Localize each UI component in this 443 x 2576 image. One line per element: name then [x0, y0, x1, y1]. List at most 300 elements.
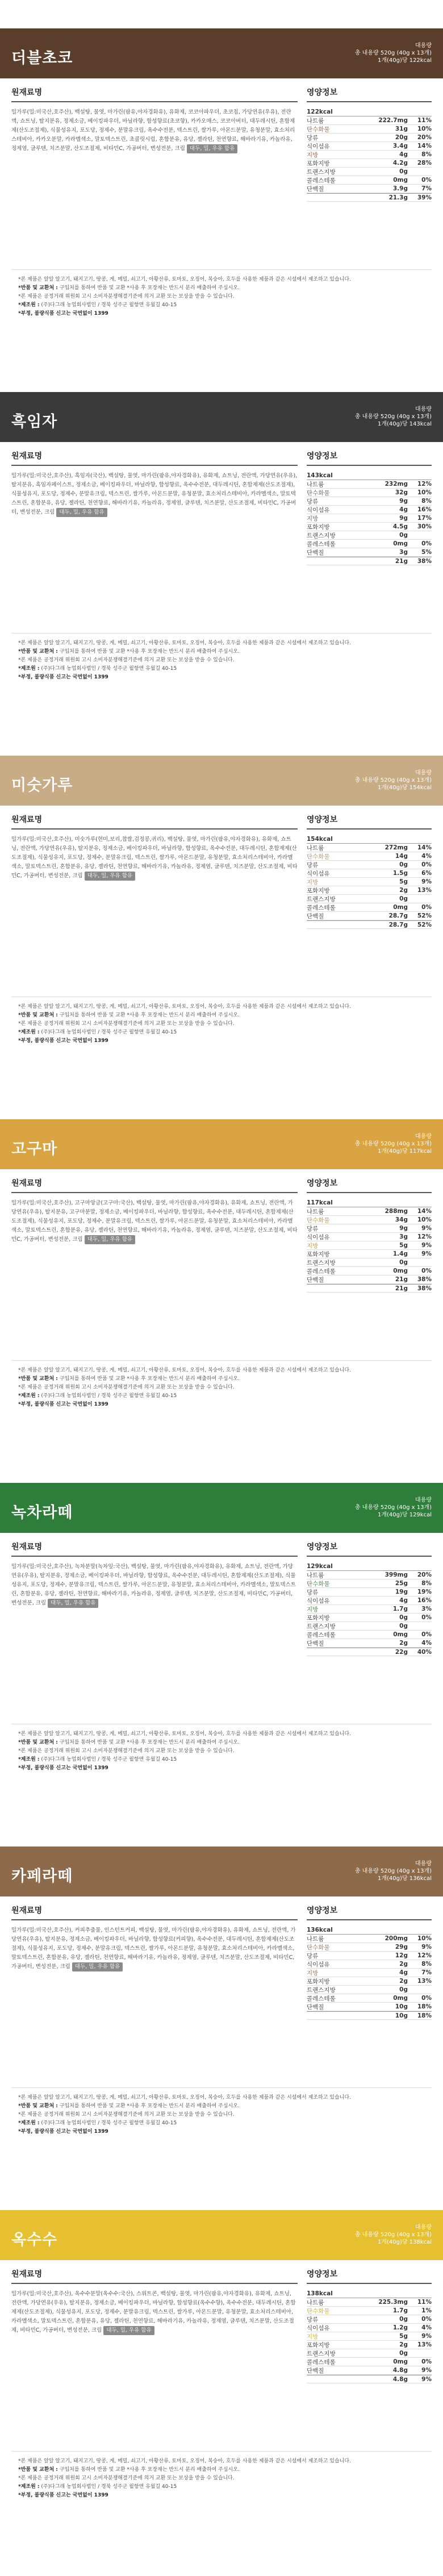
note-return-text: 구입처를 통하여 반품 및 교환 *사용 후 포장재는 반드시 분리 배출하여 주십시오.: [59, 1376, 240, 1382]
nutrient-amount: 28.7: [388, 912, 404, 919]
nutrition-kcal: 136kcal: [307, 1927, 333, 1933]
product-name: 옥수수: [11, 2231, 58, 2249]
nutrient-total-percent: 9%: [421, 2375, 432, 2383]
note-facility: *본 제품은 알알 알고기, 돼지고기, 땅콩, 게, 메밀, 쇠고기, 아황산류, 토마토, 오징어, 복숭아, 호두를 사용한 제품과 같은 시설에서 제조하고 있습니다.: [18, 1004, 351, 1010]
nutrient-amount: 29: [395, 1944, 404, 1950]
nutrient-amount: 10: [395, 2003, 404, 2010]
nutrient-unit: g: [403, 126, 408, 132]
nutrition-row: [307, 1250, 432, 1258]
nutrition-row: [307, 1622, 432, 1631]
nutrient-percent: 9%: [421, 2367, 432, 2374]
nutrition-row: [307, 540, 432, 548]
nutrition-kcal: 154kcal: [307, 836, 333, 843]
nutrition-row: [307, 1943, 432, 1952]
nutrient-unit: g: [403, 2367, 408, 2374]
nutrient-unit: g: [403, 532, 408, 539]
nutrient-value: [374, 532, 408, 539]
nutrient-unit: g: [403, 1597, 408, 1604]
nutrient-percent: 3%: [421, 1606, 432, 1612]
ingredients-column: [11, 2268, 307, 2443]
nutrition-row: [307, 878, 432, 886]
note-report: [18, 2128, 425, 2136]
product-meta: [355, 42, 432, 64]
nutrition-row: [307, 1571, 432, 1579]
nutrient-value: [374, 1961, 408, 1968]
nutrient-percent: 19%: [417, 1589, 432, 1595]
nutrient-unit: g: [403, 1606, 408, 1612]
product-notes: [11, 269, 432, 324]
nutrient-percent: 8%: [421, 1580, 432, 1587]
nutrient-value: [374, 895, 408, 902]
note-facility: *본 제품은 알알 알고기, 돼지고기, 땅콩, 게, 메밀, 쇠고기, 아황산류, 토마토, 오징어, 복숭아, 호두를 사용한 제품과 같은 시설에서 제조하고 있습니다.: [18, 640, 351, 646]
note-manufacturer: [18, 2119, 425, 2128]
nutrient-name: 탄수화물: [307, 1580, 330, 1587]
nutrient-value: [374, 1589, 408, 1595]
nutrient-name: 탄수화물: [307, 2307, 330, 2315]
ingredients-column: [11, 86, 307, 261]
nutrient-name: 나트륨: [307, 1935, 324, 1943]
nutrient-percent: 30%: [417, 523, 432, 530]
note-return-text: 구입처를 통하여 반품 및 교환 *사용 후 포장재는 반드시 분리 배출하여 주십시오.: [59, 1012, 240, 1018]
nutrition-row: [307, 2349, 432, 2358]
nutrition-row: [307, 1935, 432, 1943]
product-columns: [0, 450, 443, 625]
nutrient-value: [374, 489, 408, 496]
nutrient-amount: 0: [399, 1623, 404, 1629]
nutrient-value: [374, 2350, 408, 2357]
meta-total-content: 총 내용량 520g (40g x 13개): [354, 777, 432, 783]
product-columns: [0, 86, 443, 261]
nutrition-row: [307, 142, 432, 151]
nutrient-percent: 10%: [417, 489, 432, 496]
nutrient-unit: mg: [397, 1572, 408, 1578]
meta-total-content: 총 내용량 520g (40g x 13개): [354, 50, 432, 56]
ingredients-title: 원재료명: [11, 86, 298, 102]
nutrition-title: 영양정보: [307, 814, 432, 830]
nutrient-name: 콜레스테롤: [307, 2358, 336, 2366]
note-return-label: *반품 및 교환처 :: [18, 1012, 58, 1018]
nutrient-unit: g: [403, 2324, 408, 2331]
note-manufacturer: [18, 1756, 425, 1764]
nutrient-amount: 0: [399, 1259, 404, 1266]
note-report: [18, 673, 425, 682]
nutrition-row: [307, 1258, 432, 1267]
nutrition-row: [307, 2307, 432, 2315]
note-report: [18, 310, 425, 318]
nutrient-value: [374, 1225, 408, 1232]
nutrient-percent: 8%: [421, 498, 432, 505]
nutrient-unit: g: [403, 912, 408, 919]
nutrient-unit: g: [403, 1978, 408, 1985]
note-manufacturer: [18, 1028, 425, 1037]
nutrition-row: [307, 1631, 432, 1639]
nutrition-total-row: [307, 1648, 432, 1656]
nutrient-percent: 16%: [417, 506, 432, 513]
nutrient-name: 단백질: [307, 2003, 324, 2011]
product-notes: [11, 2451, 432, 2506]
nutrient-name: 식이섬유: [307, 506, 330, 514]
ingredients-list: 밀가루(밀:미국산,호주산), 흑임자(국산), 백설탕, 물엿, 마가린(팜유,야자경화유), 유화제, 쇼트닝, 전란액, 가당연유(우유), 탈지분유, 흑임자페이스트, 정제소금, 베이킹파우더, 바닐라향, 합성향료, 옥수수전분, 대두레시틴, 혼합제제(산도조절제), 식물성유지, 포도당, 정제수, 분말유크림, 덱스트린, 쌀가루, 아몬드분말, 유청분말, 효소처리스테비아, 카라멜색소, 말토덱스트린, 혼합분유, 유당, 젤라틴, 천연향료, 해바라기유, 카놀라유, 정제염, 글루텐, 치즈분말, 산도조절제, 비타민C, 가공버터, 변성전분, 크림: [11, 473, 298, 515]
nutrition-row: [307, 1969, 432, 1977]
nutrient-name: 콜레스테롤: [307, 540, 336, 548]
nutrient-percent: 10%: [417, 1216, 432, 1223]
nutrition-row: [307, 506, 432, 514]
nutrient-percent: 9%: [421, 1242, 432, 1249]
ingredients-text: [11, 1562, 298, 1716]
note-return: [18, 648, 425, 656]
meta-volume-label: 대용량: [415, 406, 432, 412]
note-report-text: *부정, 불량식품 신고는 국번없이 1399: [18, 1765, 108, 1771]
nutrient-total: 21g: [395, 1285, 408, 1292]
nutrition-title: 영양정보: [307, 86, 432, 102]
nutrient-name: 포화지방: [307, 1614, 330, 1622]
nutrient-name: 포화지방: [307, 1978, 330, 1985]
product-name: 미숫가루: [11, 777, 73, 794]
nutrient-amount: 0: [399, 168, 404, 175]
nutrition-row: [307, 1605, 432, 1614]
nutrient-unit: g: [403, 1640, 408, 1647]
nutrient-name: 나트륨: [307, 1572, 324, 1579]
nutrient-amount: 222.7: [378, 117, 398, 124]
nutrition-row: [307, 1207, 432, 1216]
nutrient-value: [374, 2299, 408, 2306]
nutrient-percent: 14%: [417, 844, 432, 851]
nutrition-title: 영양정보: [307, 450, 432, 466]
nutrient-percent: 20%: [417, 1572, 432, 1578]
allergy-badge: 대두, 밀, 우유 함유: [187, 144, 237, 153]
note-return: [18, 2102, 425, 2111]
nutrition-row: [307, 852, 432, 861]
nutrient-name: 단백질: [307, 1640, 324, 1647]
nutrient-unit: g: [403, 2350, 408, 2357]
nutrient-percent: 17%: [417, 515, 432, 522]
nutrient-name: 포화지방: [307, 160, 330, 167]
nutrient-amount: 232: [385, 481, 398, 487]
nutrient-name: 트랜스지방: [307, 168, 336, 176]
nutrient-value: [374, 523, 408, 530]
nutrient-name: 당류: [307, 498, 319, 505]
note-report-text: *부정, 불량식품 신고는 국번없이 1399: [18, 1038, 108, 1044]
note-compensation: *본 제품은 공정거래 위원회 고시 소비자분쟁해결기준에 의거 교환 또는 보상을 받을 수 있습니다.: [18, 2475, 235, 2481]
nutrition-column: [307, 2268, 432, 2443]
ingredients-title: 원재료명: [11, 450, 298, 466]
meta-kcal: 1개(40g)당 129kcal: [377, 1512, 432, 1518]
note-return: [18, 2466, 425, 2474]
nutrient-unit: g: [403, 134, 408, 141]
ingredients-list: 밀가루(밀:미국산,호주산), 옥수수분말(옥수수:국산), 스위트콘, 백설탕, 물엿, 마가린(팜유,야자경화유), 유화제, 쇼트닝, 전란액, 가당연유(우유), 탈지분유, 정제소금, 베이킹파우더, 바닐라향, 합성향료(옥수수향), 옥수수전분, 대두레시틴, 혼합제제(산도조절제), 식물성유지, 포도당, 정제수, 분말유크림, 덱스트린, 쌀가루, 아몬드분말, 유청분말, 효소처리스테비아, 카라멜색소, 말토덱스트린, 혼합분유, 유당, 젤라틴, 천연향료, 해바라기유, 카놀라유, 정제염, 글루텐, 치즈분말, 산도조절제, 비타민C, 가공버터, 변성전분, 크림: [11, 2291, 296, 2333]
nutrient-unit: g: [403, 1952, 408, 1959]
meta-total-content: 총 내용량 520g (40g x 13개): [354, 2232, 432, 2238]
nutrition-row: [307, 1267, 432, 1276]
product-section: [0, 756, 443, 1119]
nutrient-name: 지방: [307, 878, 319, 886]
nutrient-value: [374, 1580, 408, 1587]
nutrient-unit: g: [403, 1580, 408, 1587]
nutrition-row: [307, 1986, 432, 1994]
nutrient-value: [374, 1944, 408, 1950]
nutrient-unit: g: [403, 1589, 408, 1595]
nutrient-unit: g: [403, 160, 408, 166]
meta-volume-label: 대용량: [415, 43, 432, 49]
nutrient-amount: 4.2: [392, 160, 404, 166]
nutrient-name: 탄수화물: [307, 853, 330, 860]
nutrient-value: [374, 1935, 408, 1942]
note-facility: *본 제품은 알알 알고기, 돼지고기, 땅콩, 게, 메밀, 쇠고기, 아황산류, 토마토, 오징어, 복숭아, 호두를 사용한 제품과 같은 시설에서 제조하고 있습니다.: [18, 2095, 351, 2100]
nutrient-amount: 0: [393, 2358, 398, 2365]
note-facility: *본 제품은 알알 알고기, 돼지고기, 땅콩, 게, 메밀, 쇠고기, 아황산류, 토마토, 오징어, 복숭아, 호두를 사용한 제품과 같은 시설에서 제조하고 있습니다.: [18, 277, 351, 282]
nutrient-name: 탄수화물: [307, 1216, 330, 1224]
nutrient-name: 지방: [307, 1242, 319, 1249]
nutrient-value: [374, 143, 408, 149]
nutrient-total-percent: 40%: [417, 1648, 432, 1656]
top-space: [0, 0, 443, 28]
nutrition-column: [307, 450, 432, 625]
note-report-text: *부정, 불량식품 신고는 국번없이 1399: [18, 311, 108, 316]
nutrient-amount: 2: [399, 1978, 404, 1985]
nutrient-amount: 21: [395, 1276, 404, 1283]
nutrient-percent: 7%: [421, 1969, 432, 1976]
nutrition-title: 영양정보: [307, 1904, 432, 1920]
nutrient-percent: 13%: [417, 2341, 432, 2348]
meta-total-content: 총 내용량 520g (40g x 13개): [354, 1504, 432, 1511]
nutrient-percent: 4%: [421, 2324, 432, 2331]
ingredients-title: 원재료명: [11, 1541, 298, 1557]
nutrient-percent: 12%: [417, 1233, 432, 1240]
nutrient-unit: g: [403, 878, 408, 885]
nutrient-value: [374, 160, 408, 166]
ingredients-list: 밀가루(밀:미국산,호주산), 커피추출물, 인스턴트커피, 백설탕, 물엿, 마가린(팜유,야자경화유), 유화제, 쇼트닝, 전란액, 가당연유(우유), 탈지분유, 정제소금, 베이킹파우더, 바닐라향, 합성향료(커피향), 옥수수전분, 대두레시틴, 혼합제제(산도조절제), 식물성유지, 포도당, 정제수, 분말유크림, 덱스트린, 쌀가루, 아몬드분말, 유청분말, 효소처리스테비아, 카라멜색소, 말토덱스트린, 혼합분유, 유당, 젤라틴, 천연향료, 해바라기유, 카놀라유, 정제염, 글루텐, 치즈분말, 산도조절제, 비타민C, 가공버터, 변성전분, 크림: [11, 1927, 296, 1970]
nutrition-kcal-row: [307, 835, 432, 844]
product-section: [0, 1119, 443, 1483]
nutrient-unit: g: [403, 1614, 408, 1621]
product-columns: [0, 814, 443, 989]
nutrition-row: [307, 1588, 432, 1597]
note-manufacturer-text: (주)다그래 농업회사법인 / 경북 성주군 월항면 유월길 40-15: [41, 302, 177, 308]
nutrient-amount: 1.7: [392, 1606, 404, 1612]
nutrient-percent: 13%: [417, 1978, 432, 1985]
meta-volume-label: 대용량: [415, 1861, 432, 1867]
nutrient-value: [374, 861, 408, 868]
nutrient-name: 지방: [307, 2333, 319, 2340]
nutrient-unit: g: [403, 2333, 408, 2340]
nutrient-name: 당류: [307, 1589, 319, 1596]
nutrient-total: 22g: [395, 1648, 408, 1656]
nutrient-unit: g: [403, 1969, 408, 1976]
nutrition-kcal: 143kcal: [307, 472, 333, 479]
note-facility: *본 제품은 알알 알고기, 돼지고기, 땅콩, 게, 메밀, 쇠고기, 아황산류, 토마토, 오징어, 복숭아, 호두를 사용한 제품과 같은 시설에서 제조하고 있습니다.: [18, 1731, 351, 1737]
product-columns: [0, 1904, 443, 2079]
nutrient-name: 트랜스지방: [307, 895, 336, 903]
nutrient-amount: 14: [395, 853, 404, 860]
note-compensation: *본 제품은 공정거래 위원회 고시 소비자분쟁해결기준에 의거 교환 또는 보상을 받을 수 있습니다.: [18, 294, 235, 299]
nutrient-amount: 0: [399, 2316, 404, 2323]
nutrient-amount: 399: [385, 1572, 398, 1578]
nutrient-amount: 31: [395, 126, 404, 132]
nutrient-value: [374, 1952, 408, 1959]
product-name: 카페라떼: [11, 1868, 73, 1885]
ingredients-text: [11, 835, 298, 989]
nutrient-value: [374, 1233, 408, 1240]
nutrition-kcal-row: [307, 1926, 432, 1935]
ingredients-list: 밀가루(밀:미국산,호주산), 백설탕, 물엿, 마가린(팜유,야자경화유), 유화제, 코코아파우더, 초코칩, 가당연유(우유), 전란액, 쇼트닝, 탈지분유, 정제소금, 베이킹파우더, 바닐라향, 합성향료(초코향), 카카오매스, 코코아버터, 대두레시틴, 혼합제제(산도조절제), 식물성유지, 포도당, 정제수, 분말유크림, 옥수수전분, 덱스트린, 쌀가루, 아몬드분말, 유청분말, 효소처리스테비아, 카카오분말, 카라멜색소, 말토덱스트린, 초콜릿시럽, 혼합분유, 유당, 젤라틴, 천연향료, 해바라기유, 카놀라유, 정제염, 글루텐, 치즈분말, 산도조절제, 비타민C, 가공버터, 변성전분, 크림: [11, 109, 295, 152]
nutrient-unit: mg: [397, 1631, 408, 1638]
nutrient-amount: 0: [393, 177, 398, 184]
nutrient-name: 당류: [307, 2316, 319, 2323]
note-return: [18, 1011, 425, 1020]
nutrient-amount: 19: [395, 1589, 404, 1595]
nutrient-percent: 0%: [421, 177, 432, 184]
nutrient-unit: g: [403, 1961, 408, 1968]
nutrient-value: [374, 117, 408, 124]
nutrient-value: [374, 2307, 408, 2314]
nutrient-unit: g: [403, 1944, 408, 1950]
note-compensation: *본 제품은 공정거래 위원회 고시 소비자분쟁해결기준에 의거 교환 또는 보상을 받을 수 있습니다.: [18, 1385, 235, 1390]
nutrient-name: 탄수화물: [307, 126, 330, 133]
ingredients-list: 밀가루(밀:미국산,호주산), 미숫가루(현미,보리,찹쌀,검정콩,귀리), 백설탕, 물엿, 마가린(팜유,야자경화유), 유화제, 쇼트닝, 전란액, 가당연유(우유), 탈지분유, 정제소금, 베이킹파우더, 바닐라향, 합성향료, 옥수수전분, 대두레시틴, 혼합제제(산도조절제), 식물성유지, 포도당, 정제수, 분말유크림, 덱스트린, 쌀가루, 아몬드분말, 유청분말, 효소처리스테비아, 카라멜색소, 말토덱스트린, 혼합분유, 유당, 젤라틴, 천연향료, 해바라기유, 카놀라유, 정제염, 글루텐, 치즈분말, 산도조절제, 비타민C, 가공버터, 변성전분, 크림: [11, 836, 298, 879]
nutrition-total-row: [307, 2375, 432, 2383]
nutrient-name: 콜레스테롤: [307, 177, 336, 184]
nutrient-total-percent: 38%: [417, 557, 432, 565]
nutrition-column: [307, 814, 432, 989]
note-facility: *본 제품은 알알 알고기, 돼지고기, 땅콩, 게, 메밀, 쇠고기, 아황산류, 토마토, 오징어, 복숭아, 호두를 사용한 제품과 같은 시설에서 제조하고 있습니다.: [18, 1368, 351, 1373]
nutrition-row: [307, 1977, 432, 1986]
nutrient-unit: g: [403, 506, 408, 513]
nutrient-value: [374, 185, 408, 192]
nutrient-name: 트랜스지방: [307, 1259, 336, 1266]
product-meta: [355, 1860, 432, 1882]
nutrition-total-row: [307, 193, 432, 202]
nutrient-amount: 0: [399, 895, 404, 902]
nutrient-percent: 7%: [421, 185, 432, 192]
meta-volume-label: 대용량: [415, 1133, 432, 1140]
note-return-label: *반품 및 교환처 :: [18, 285, 58, 291]
ingredients-title: 원재료명: [11, 2268, 298, 2284]
meta-kcal: 1개(40g)당 122kcal: [377, 57, 432, 64]
nutrition-kcal-row: [307, 2290, 432, 2298]
note-manufacturer-text: (주)다그래 농업회사법인 / 경북 성주군 월항면 유월길 40-15: [41, 1393, 177, 1399]
nutrient-value: [374, 2358, 408, 2365]
nutrient-value: [374, 1606, 408, 1612]
nutrient-value: [374, 549, 408, 556]
nutrient-percent: 38%: [417, 1276, 432, 1283]
meta-total-content: 총 내용량 520g (40g x 13개): [354, 1141, 432, 1147]
nutrient-name: 콜레스테롤: [307, 1268, 336, 1275]
nutrient-amount: 20: [395, 134, 404, 141]
ingredients-column: [11, 450, 307, 625]
nutrition-row: [307, 2315, 432, 2324]
nutrient-value: [374, 134, 408, 141]
nutrient-unit: g: [403, 489, 408, 496]
note-manufacturer-label: *제조원 :: [18, 2120, 40, 2126]
nutrient-amount: 32: [395, 489, 404, 496]
nutrient-amount: 2: [399, 887, 404, 894]
nutrient-total-percent: 38%: [417, 1285, 432, 1292]
nutrient-value: [374, 1995, 408, 2002]
nutrient-name: 나트륨: [307, 1208, 324, 1215]
nutrition-title: 영양정보: [307, 2268, 432, 2284]
nutrient-amount: 1.7: [392, 2307, 404, 2314]
nutrient-name: 당류: [307, 861, 319, 869]
nutrient-percent: 12%: [417, 1952, 432, 1959]
nutrient-unit: mg: [397, 117, 408, 124]
product-banner: [0, 1483, 443, 1533]
nutrient-value: [374, 2341, 408, 2348]
nutrient-total: 21.3g: [388, 194, 408, 201]
note-report: [18, 1764, 425, 1773]
ingredients-text: [11, 2290, 298, 2443]
nutrient-value: [374, 1276, 408, 1283]
note-facility: *본 제품은 알알 알고기, 돼지고기, 땅콩, 게, 메밀, 쇠고기, 아황산류, 토마토, 오징어, 복숭아, 호두를 사용한 제품과 같은 시설에서 제조하고 있습니다.: [18, 2458, 351, 2464]
nutrient-amount: 1.4: [392, 1251, 404, 1257]
nutrient-unit: g: [403, 895, 408, 902]
nutrition-row: [307, 497, 432, 506]
nutrient-value: [374, 878, 408, 885]
nutrition-column: [307, 1904, 432, 2079]
nutrient-value: [374, 1614, 408, 1621]
ingredients-text: [11, 1926, 298, 2079]
ingredients-text: [11, 1199, 298, 1352]
nutrient-unit: mg: [397, 1995, 408, 2002]
nutrition-row: [307, 480, 432, 489]
ingredients-column: [11, 1177, 307, 1352]
product-notes: [11, 633, 432, 687]
nutrient-name: 포화지방: [307, 523, 330, 531]
nutrient-percent: 1%: [421, 2307, 432, 2314]
nutrition-row: [307, 1276, 432, 1284]
nutrient-percent: 9%: [421, 1944, 432, 1950]
nutrient-value: [374, 1242, 408, 1249]
product-columns: [0, 1541, 443, 1716]
ingredients-text: [11, 108, 298, 261]
nutrient-value: [374, 1216, 408, 1223]
product-name: 흑임자: [11, 413, 58, 431]
ingredients-text: [11, 472, 298, 625]
nutrient-unit: g: [403, 861, 408, 868]
nutrient-value: [374, 844, 408, 851]
nutrition-column: [307, 1541, 432, 1716]
nutrient-value: [374, 1978, 408, 1985]
product-columns: [0, 2268, 443, 2443]
nutrient-unit: g: [403, 887, 408, 894]
nutrient-percent: 52%: [417, 912, 432, 919]
nutrition-row: [307, 2341, 432, 2349]
nutrition-total-row: [307, 920, 432, 929]
allergy-badge: 대두, 밀, 우유 함유: [56, 508, 107, 517]
nutrient-name: 단백질: [307, 912, 324, 920]
nutrition-row: [307, 1597, 432, 1605]
nutrient-value: [374, 1572, 408, 1578]
nutrition-row: [307, 514, 432, 523]
nutrient-percent: 11%: [417, 2299, 432, 2306]
note-report: [18, 2491, 425, 2500]
nutrition-row: [307, 844, 432, 852]
nutrient-total-percent: 52%: [417, 921, 432, 928]
nutrient-name: 식이섬유: [307, 870, 330, 877]
nutrient-unit: mg: [397, 2299, 408, 2306]
nutrient-unit: g: [403, 1259, 408, 1266]
product-notes: [11, 1724, 432, 1778]
note-manufacturer-text: (주)다그래 농업회사법인 / 경북 성주군 월항면 유월길 40-15: [41, 1029, 177, 1035]
nutrient-amount: 1.2: [392, 2324, 404, 2331]
product-banner: [0, 28, 443, 78]
nutrient-percent: 10%: [417, 126, 432, 132]
nutrient-value: [374, 1631, 408, 1638]
meta-volume-label: 대용량: [415, 770, 432, 776]
note-return: [18, 1739, 425, 1747]
nutrient-percent: 18%: [417, 2003, 432, 2010]
nutrition-row: [307, 185, 432, 193]
nutrient-unit: g: [403, 1233, 408, 1240]
